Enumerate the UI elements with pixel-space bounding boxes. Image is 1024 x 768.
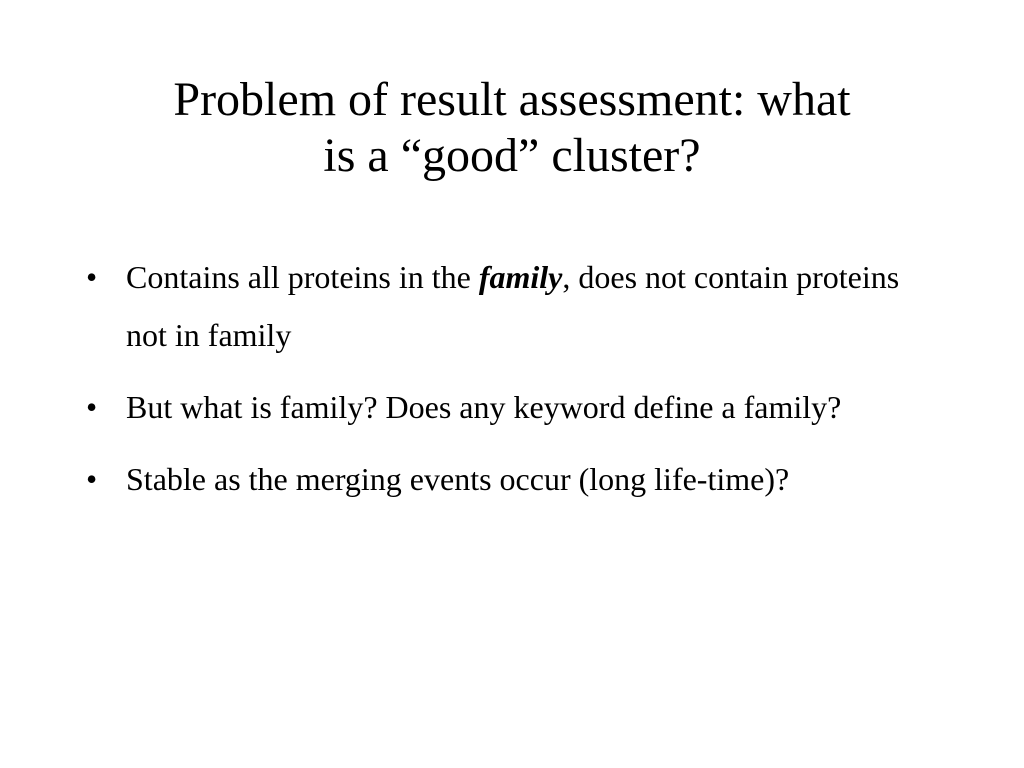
slide-title-line-1: Problem of result assessment: what xyxy=(173,73,851,126)
slide-title-line-2: is a “good” cluster? xyxy=(323,129,701,182)
slide-title xyxy=(80,72,944,184)
bullet-text-1 xyxy=(126,259,899,353)
bullet-1-text-post: , does not contain proteins not in family xyxy=(126,259,900,353)
bullet-1-emphasis: family xyxy=(478,259,563,295)
bullet-icon: • xyxy=(86,461,98,497)
bullet-text-3: Stable as the merging events occur (long life-time)? xyxy=(126,461,790,497)
bullet-1-text-pre: Contains all proteins in the xyxy=(126,259,479,295)
bullet-item-3 xyxy=(86,450,906,508)
bullet-text-2: But what is family? Does any keyword define a family? xyxy=(126,389,842,425)
bullet-item-2 xyxy=(86,378,906,436)
bullet-icon: • xyxy=(86,259,98,295)
bullet-icon: • xyxy=(86,389,98,425)
bullet-list xyxy=(86,248,906,522)
bullet-item-1 xyxy=(86,248,906,364)
